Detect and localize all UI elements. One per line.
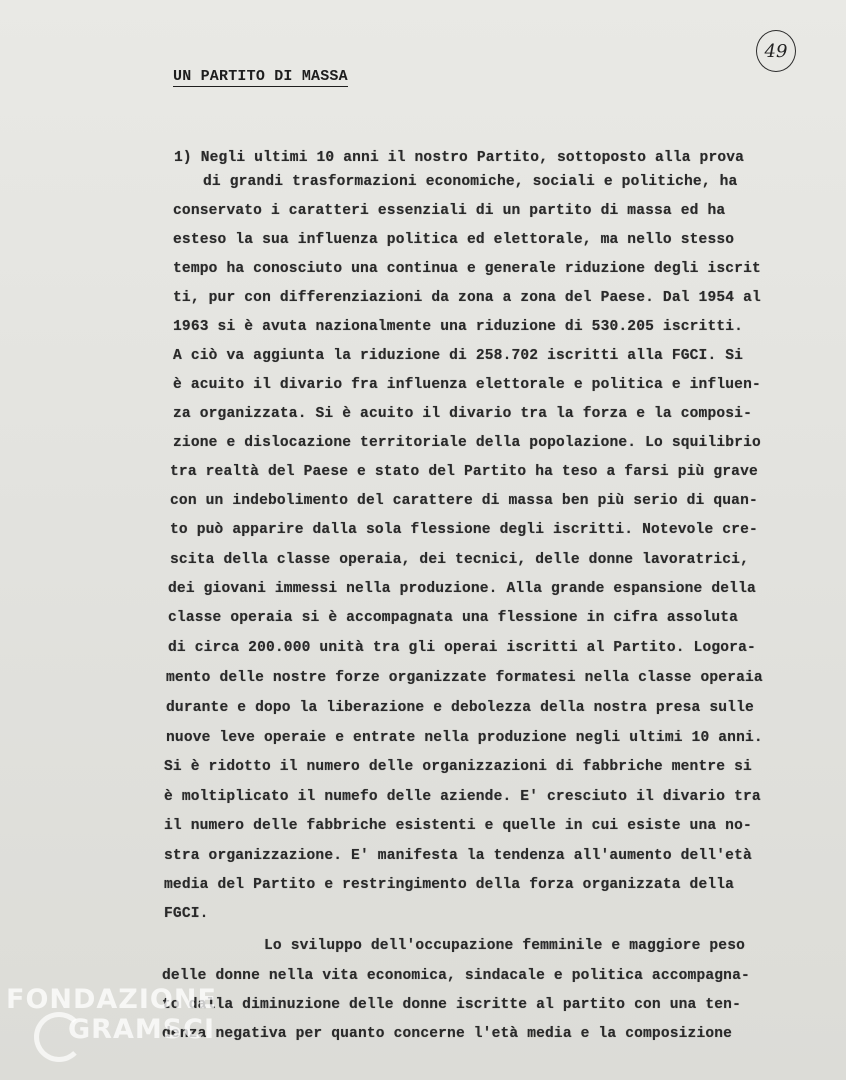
text-line: dei giovani immessi nella produzione. Alla grande espansione della [168,581,756,597]
text-line: il numero delle fabbriche esistenti e quelle in cui esiste una no- [164,818,752,834]
text-line: Lo sviluppo dell'occupazione femminile e maggiore peso [264,938,746,954]
text-line: tra realtà del Paese e stato del Partito ha teso a farsi più grave [170,464,758,480]
text-line: 1963 si è avuta nazionalmente una riduzione di 530.205 iscritti. [173,319,744,335]
text-line: FGCI. [164,906,209,922]
text-line: ti, pur con differenziazioni da zona a zona del Paese. Dal 1954 al [173,290,761,306]
text-line: delle donne nella vita economica, sindacale e politica accompagna- [162,968,750,984]
watermark-line-2: GRAMSCI [68,1014,216,1045]
text-line: to può apparire dalla sola flessione degli iscritti. Notevole cre- [170,522,758,538]
text-line: durante e dopo la liberazione e debolezza della nostra presa sulle [166,700,754,716]
text-line: con un indebolimento del carattere di massa ben più serio di quan- [170,493,758,509]
text-line: nuove leve operaie e entrate nella produzione negli ultimi 10 anni. [166,730,763,746]
text-line: 1) Negli ultimi 10 anni il nostro Partito, sottoposto alla prova [174,150,745,166]
text-line: to dalla diminuzione delle donne iscritte al partito con una ten- [162,997,741,1013]
bleed-through-marks [445,0,565,125]
page-number-circled [756,30,796,72]
text-line: stra organizzazione. E' manifesta la tendenza all'aumento dell'età [164,848,752,864]
text-line: mento delle nostre forze organizzate formatesi nella classe operaia [166,670,763,686]
text-line: Si è ridotto il numero delle organizzazioni di fabbriche mentre si [164,759,752,775]
document-title: UN PARTITO DI MASSA [173,68,348,85]
text-line: classe operaia si è accompagnata una flessione in cifra assoluta [168,610,739,626]
text-line: A ciò va aggiunta la riduzione di 258.702 iscritti alla FGCI. Si [173,348,744,364]
text-line: denza negativa per quanto concerne l'età media e la composizione [162,1026,733,1042]
text-line: è moltiplicato il numefo delle aziende. E' cresciuto il divario tra [164,789,761,805]
text-line: za organizzata. Si è acuito il divario tra la forza e la composi- [173,406,752,422]
watermark-line-1: FONDAZIONE [6,984,217,1015]
text-line: di circa 200.000 unità tra gli operai iscritti al Partito. Logora- [168,640,756,656]
text-line: è acuito il divario fra influenza elettorale e politica e influen- [173,377,761,393]
text-line: media del Partito e restringimento della forza organizzata della [164,877,735,893]
text-line: conservato i caratteri essenziali di un partito di massa ed ha [173,203,726,219]
watermark [6,985,217,1045]
text-line: zione e dislocazione territoriale della popolazione. Lo squilibrio [173,435,761,451]
text-line: di grandi trasformazioni economiche, sociali e politiche, ha [203,174,738,190]
text-line: esteso la sua influenza politica ed elettorale, ma nello stesso [173,232,735,248]
text-line: scita della classe operaia, dei tecnici, delle donne lavoratrici, [170,552,749,568]
page-number: 49 [764,40,788,62]
text-line: tempo ha conosciuto una continua e generale riduzione degli iscrit [173,261,761,277]
